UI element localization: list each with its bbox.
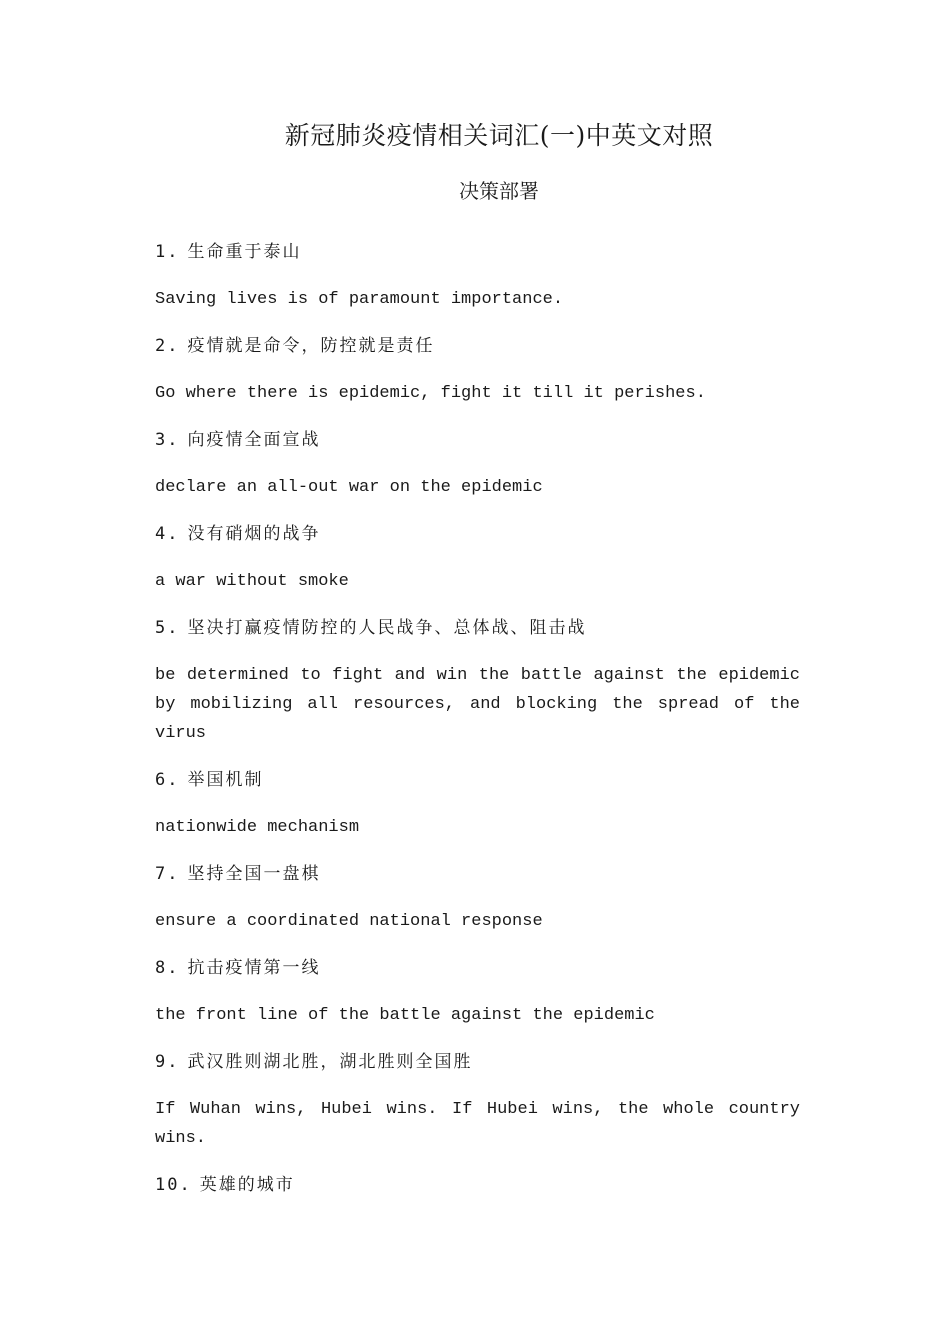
term-chinese: 向疫情全面宣战: [187, 430, 321, 450]
glossary-term-zh: [155, 614, 800, 643]
term-number: 4.: [155, 524, 180, 544]
term-chinese: 武汉胜则湖北胜，湖北胜则全国胜: [187, 1052, 473, 1072]
glossary-term-zh: [155, 520, 800, 549]
glossary-term-zh: [155, 1048, 800, 1077]
glossary-term-zh: [155, 426, 800, 455]
term-number: 8.: [155, 958, 180, 978]
glossary-term-zh: [155, 954, 800, 983]
glossary-term-zh: [155, 766, 800, 795]
term-number: 10.: [155, 1175, 192, 1195]
term-chinese: 坚决打赢疫情防控的人民战争、总体战、阻击战: [187, 618, 587, 638]
glossary-term-en: nationwide mechanism: [155, 818, 360, 837]
term-chinese: 生命重于泰山: [187, 242, 302, 262]
term-number: 5.: [155, 618, 180, 638]
document-title: 新冠肺炎疫情相关词汇(一)中英文对照: [284, 121, 714, 150]
term-chinese: 没有硝烟的战争: [187, 524, 321, 544]
glossary-term-en: the front line of the battle against the epidemic: [155, 1006, 655, 1025]
glossary-term-en: Saving lives is of paramount importance.: [155, 290, 564, 309]
glossary-term-en: Go where there is epidemic, fight it till it perishes.: [155, 384, 706, 403]
term-number: 3.: [155, 430, 180, 450]
term-chinese: 英雄的城市: [199, 1175, 295, 1195]
term-number: 1.: [155, 242, 180, 262]
glossary-term-zh: [155, 238, 800, 267]
glossary-term-en: be determined to fight and win the battle against the epidemic by mobilizing all resources, and blocking the spread of the virus: [155, 666, 800, 743]
section-subtitle: 决策部署: [459, 179, 539, 203]
term-number: 6.: [155, 770, 180, 790]
glossary-term-zh: [155, 860, 800, 889]
term-number: 2.: [155, 336, 180, 356]
term-chinese: 抗击疫情第一线: [187, 958, 321, 978]
glossary-term-en: declare an all-out war on the epidemic: [155, 478, 543, 497]
glossary-list: [155, 238, 800, 1218]
term-chinese: 举国机制: [187, 770, 264, 790]
glossary-term-en: a war without smoke: [155, 572, 349, 591]
term-number: 9.: [155, 1052, 180, 1072]
glossary-term-en: If Wuhan wins, Hubei wins. If Hubei wins, the whole country wins.: [155, 1100, 800, 1148]
term-chinese: 疫情就是命令，防控就是责任: [187, 336, 435, 356]
term-number: 7.: [155, 864, 180, 884]
term-chinese: 坚持全国一盘棋: [187, 864, 321, 884]
glossary-term-zh: [155, 332, 800, 361]
glossary-term-en: ensure a coordinated national response: [155, 912, 543, 931]
glossary-term-zh: [155, 1171, 800, 1200]
